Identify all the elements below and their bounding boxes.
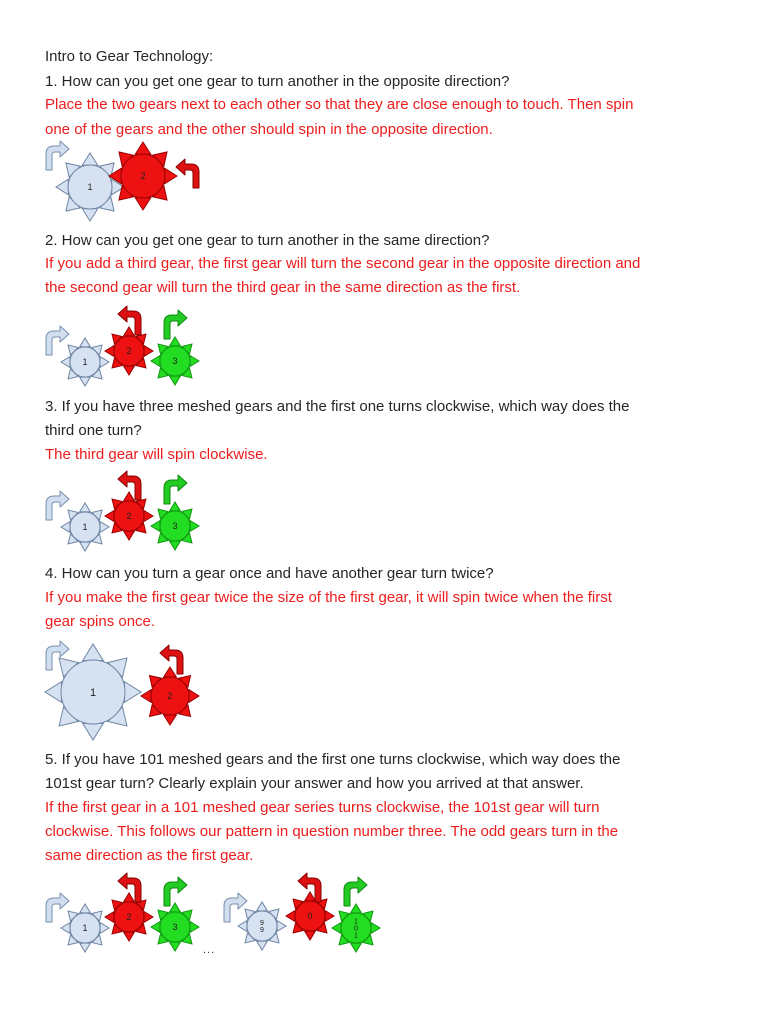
gear-tooth — [80, 943, 91, 952]
answer-5-line-3: same direction as the first gear. — [45, 847, 254, 864]
gear-tooth — [190, 356, 199, 367]
curved-arrow-shape — [164, 475, 187, 504]
gear-tooth — [164, 667, 177, 677]
curved-arrow-shape — [344, 877, 367, 906]
curved-arrow-icon — [46, 326, 69, 355]
gear-1 — [61, 503, 109, 551]
curved-arrow-shape — [224, 893, 247, 922]
gear-number: 1 — [82, 357, 88, 368]
gear-tooth — [151, 356, 160, 367]
gear-number: 3 — [172, 922, 178, 933]
gear-tooth — [124, 327, 135, 336]
gear-tooth — [151, 922, 160, 933]
gear-101 — [332, 904, 380, 952]
gear-tooth — [61, 357, 70, 368]
gear-tooth — [170, 337, 181, 346]
answer-1-line-2: one of the gears and the other should spin in the opposite direction. — [45, 121, 493, 138]
gear-tooth — [277, 921, 286, 932]
gear-2 — [109, 142, 177, 210]
document-title: Intro to Gear Technology: — [45, 48, 214, 65]
curved-arrow-shape — [46, 141, 69, 170]
curved-arrow-shape — [46, 326, 69, 355]
curved-arrow-icon — [46, 491, 69, 520]
curved-arrow-icon — [164, 310, 187, 339]
gear-tooth — [325, 911, 334, 922]
gear-1 — [56, 153, 124, 221]
gear-99 — [238, 902, 286, 950]
answer-5-line-1: If the first gear in a 101 meshed gear series turns clockwise, the 101st gear will turn — [45, 799, 600, 816]
gear-tooth — [82, 209, 98, 221]
curved-arrow-icon — [46, 893, 69, 922]
answer-3: The third gear will spin clockwise. — [45, 446, 268, 463]
gear-tooth — [100, 357, 109, 368]
gear-number: 2 — [167, 691, 173, 702]
curved-arrow-shape — [176, 159, 199, 188]
gear-tooth — [151, 521, 160, 532]
gear-tooth — [257, 941, 268, 950]
gear-diagram-3 — [40, 470, 220, 550]
gear-tooth — [164, 715, 177, 725]
gear-tooth — [351, 943, 362, 952]
gear-tooth — [144, 912, 153, 923]
question-5-line-2: 101st gear turn? Clearly explain your answer and how you arrived at that answer. — [45, 775, 584, 792]
gear-diagram-2 — [40, 305, 220, 385]
gear-3 — [151, 903, 199, 951]
ellipsis: ... — [203, 944, 216, 956]
curved-arrow-shape — [46, 893, 69, 922]
gear-number: 3 — [172, 356, 178, 367]
gear-tooth — [135, 198, 151, 210]
gear-tooth — [61, 923, 70, 934]
gear-tooth — [105, 912, 114, 923]
gear-tooth — [165, 168, 177, 184]
gear-tooth — [190, 521, 199, 532]
gear-tooth — [238, 921, 247, 932]
curved-arrow-shape — [164, 877, 187, 906]
answer-4-line-1: If you make the first gear twice the size of the first gear, it will spin twice when the first — [45, 589, 612, 606]
gear-tooth — [170, 376, 181, 385]
gear-tooth — [56, 179, 68, 195]
gear-tooth — [144, 346, 153, 357]
curved-arrow-icon — [176, 159, 199, 188]
gear-tooth — [105, 346, 114, 357]
gear-tooth — [371, 923, 380, 934]
gear-tooth — [351, 904, 362, 913]
curved-arrow-icon — [224, 893, 247, 922]
gear-number: 2 — [126, 511, 132, 522]
gear-tooth — [83, 723, 104, 740]
gear-number: 3 — [172, 521, 178, 532]
gear-tooth — [189, 690, 199, 703]
gear-diagram-1 — [40, 138, 220, 226]
gear-tooth — [124, 366, 135, 375]
gear-number: 2 — [126, 346, 132, 357]
gear-tooth — [100, 522, 109, 533]
gear-tooth — [61, 522, 70, 533]
gear-tooth — [305, 931, 316, 940]
gear-3 — [151, 337, 199, 385]
question-4: 4. How can you turn a gear once and have another gear turn twice? — [45, 565, 494, 582]
gear-tooth — [124, 682, 141, 703]
question-2: 2. How can you get one gear to turn another in the same direction? — [45, 232, 490, 249]
curved-arrow-icon — [164, 877, 187, 906]
gear-2 — [141, 667, 199, 725]
gear-tooth — [80, 377, 91, 386]
answer-5-line-2: clockwise. This follows our pattern in question number three. The odd gears turn in the — [45, 823, 619, 840]
gear-number: 1 — [82, 923, 88, 934]
gear-tooth — [332, 923, 341, 934]
gear-number: 1 — [82, 522, 88, 533]
question-1: 1. How can you get one gear to turn another in the opposite direction? — [45, 73, 510, 90]
gear-tooth — [105, 511, 114, 522]
gear-tooth — [80, 338, 91, 347]
gear-tooth — [170, 502, 181, 511]
gear-tooth — [257, 902, 268, 911]
gear-tooth — [286, 911, 295, 922]
gear-2 — [105, 327, 153, 375]
gear-tooth — [170, 942, 181, 951]
gear-tooth — [83, 644, 104, 661]
gear-number: 1 0 1 — [354, 918, 358, 940]
gear-tooth — [124, 531, 135, 540]
answer-2-line-1: If you add a third gear, the first gear will turn the second gear in the opposite direction and — [45, 255, 641, 272]
gear-tooth — [124, 932, 135, 941]
gear-tooth — [80, 542, 91, 551]
gear-tooth — [124, 492, 135, 501]
gear-tooth — [80, 503, 91, 512]
gear-tooth — [170, 541, 181, 550]
curved-arrow-shape — [46, 491, 69, 520]
question-3-line-2: third one turn? — [45, 422, 142, 439]
answer-1-line-1: Place the two gears next to each other so that they are close enough to touch. Then spin — [45, 96, 634, 113]
gear-tooth — [124, 893, 135, 902]
gear-tooth — [135, 142, 151, 154]
gear-number: 9 9 — [260, 919, 264, 934]
gear-tooth — [170, 903, 181, 912]
answer-4-line-2: gear spins once. — [45, 613, 156, 630]
question-3-line-1: 3. If you have three meshed gears and the first one turns clockwise, which way does the — [45, 398, 630, 415]
gear-number: 0 — [307, 911, 313, 922]
gear-1 — [61, 904, 109, 952]
gear-tooth — [45, 682, 62, 703]
gear-tooth — [190, 922, 199, 933]
gear-number: 1 — [87, 182, 93, 193]
gear-number: 2 — [140, 171, 146, 182]
gear-number: 2 — [126, 912, 132, 923]
gear-number: 1 — [89, 686, 97, 699]
curved-arrow-icon — [344, 877, 367, 906]
gear-tooth — [82, 153, 98, 165]
question-5-line-1: 5. If you have 101 meshed gears and the first one turns clockwise, which way does the — [45, 751, 621, 768]
gear-2 — [105, 893, 153, 941]
gear-tooth — [144, 511, 153, 522]
gear-large-1 — [45, 644, 141, 740]
gear-1 — [61, 338, 109, 386]
gear-diagram-4 — [40, 636, 220, 736]
curved-arrow-shape — [164, 310, 187, 339]
gear-3 — [151, 502, 199, 550]
gear-100 — [286, 892, 334, 940]
gear-tooth — [305, 892, 316, 901]
curved-arrow-icon — [46, 141, 69, 170]
curved-arrow-icon — [164, 475, 187, 504]
gear-tooth — [80, 904, 91, 913]
gear-2 — [105, 492, 153, 540]
gear-tooth — [100, 923, 109, 934]
answer-2-line-2: the second gear will turn the third gear in the same direction as the first. — [45, 279, 521, 296]
gear-tooth — [141, 690, 151, 703]
